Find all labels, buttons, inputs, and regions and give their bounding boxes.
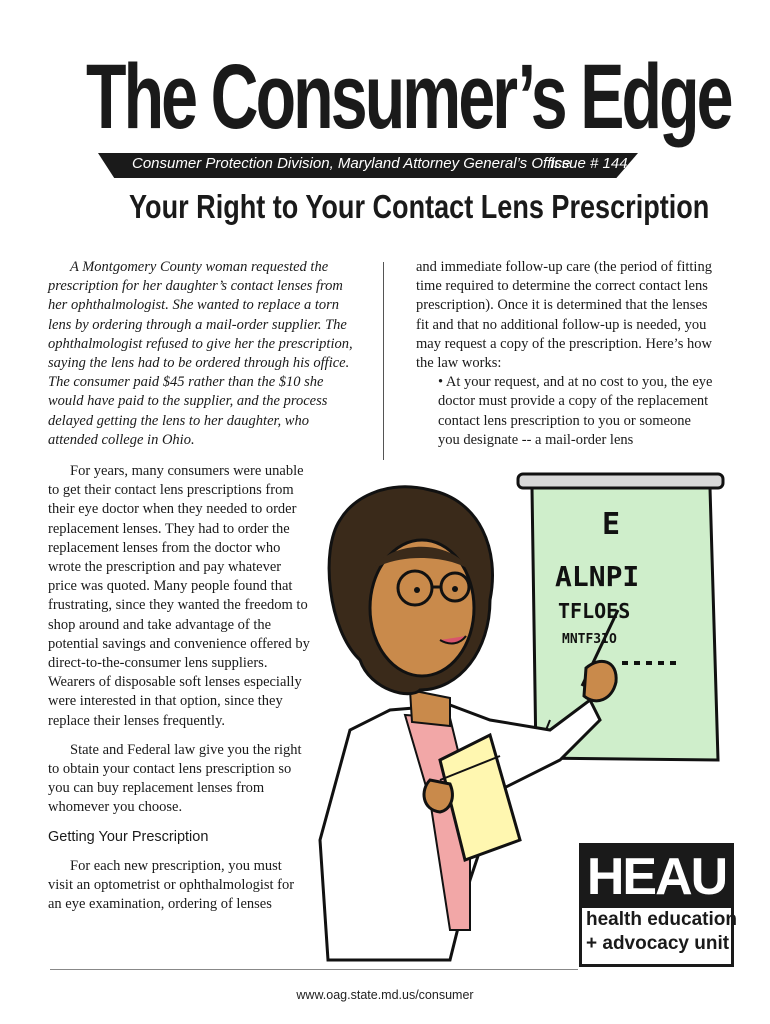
intro-paragraph: A Montgomery County woman requested the prescription for her daughter’s contact lenses from her ophthalmologist. She wanted to replace a torn lens by ordering through a mail-order supplier. The ophthalmologist refused to give her the prescription, saying the lens had to be ordered through his office. The consumer paid $45 rather than the $10 she would have paid to the supplier, and the process delayed getting the lens to her daughter, who attended college in Ohio.	[48, 259, 353, 448]
eye-chart	[518, 474, 723, 760]
heau-acronym: HEAU	[582, 846, 731, 908]
footer-url[interactable]: www.oag.state.md.us/consumer	[296, 988, 474, 1002]
heau-line-2: + advocacy unit	[586, 933, 730, 954]
publisher-label: Consumer Protection Division, Maryland Attorney General’s Office	[132, 155, 571, 172]
eye-chart-row-3: TFLOES	[558, 599, 631, 623]
heau-line-1: health education	[586, 909, 737, 930]
footer-rule	[50, 969, 578, 970]
intro-column	[48, 258, 354, 450]
eye-chart-row-2: ALNPI	[555, 560, 640, 593]
right-column-paragraph: and immediate follow-up care (the period of fitting time required to determine the correct contact lens prescription). Once it is determined that the lenses fit and that no additional follow-up is needed, you may request a copy of the prescription. Here’s how the law works:	[416, 259, 712, 372]
column-divider	[383, 262, 384, 460]
body-paragraph-1: For years, many consumers were unable to get their contact lens prescriptions from their eye doctor when they needed to order replacement lenses. They had to order the replacement lenses from the doctor who wrote the prescription and pay whatever price was quoted. Many people found that frustrating, since they wanted the freedom to shop around and take advantage of the potential savings and convenience offered by direct-to-the-consumer lens suppliers. Wearers of disposable soft lenses especially were interested in that option, since they replace their lenses frequently.	[48, 463, 310, 729]
section-subheading: Getting Your Prescription	[48, 828, 209, 845]
right-column	[416, 258, 716, 450]
heau-logo	[579, 843, 737, 967]
eye-chart-row-1: E	[602, 507, 621, 542]
body-paragraph-3: For each new prescription, you must visit an optometrist or ophthalmologist for an eye examination, ordering of lenses	[48, 857, 295, 913]
newsletter-title: The Consumer’s Edge	[86, 46, 731, 148]
bullet-item: • At your request, and at no cost to you, the eye doctor must provide a copy of the replacement contact lens prescription to you or someone you designate -- a mail-order lens	[438, 374, 713, 448]
issue-number: Issue # 144	[550, 155, 628, 172]
eye-chart-row-4: MNTF3IO	[562, 632, 617, 647]
body-paragraph-2: State and Federal law give you the right to obtain your contact lens prescription so you can buy replacement lenses from whomever you choose.	[48, 741, 302, 816]
article-headline: Your Right to Your Contact Lens Prescription	[129, 188, 710, 225]
left-column	[48, 462, 310, 914]
